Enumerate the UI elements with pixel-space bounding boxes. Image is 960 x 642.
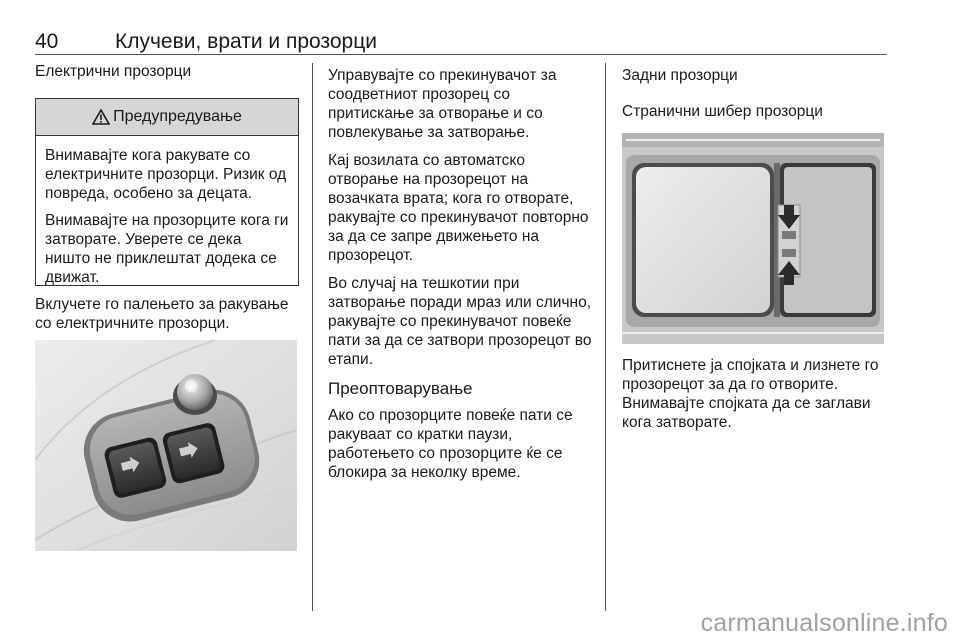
warning-title: Предупредување xyxy=(113,108,242,125)
body-paragraph: Во случај на тешкотии при затворање поради мраз или слично, ракувајте со прекинувачот повеќе пати за да се затвори прозорецот во етапи. xyxy=(328,275,592,368)
chapter-title: Клучеви, врати и прозорци xyxy=(115,30,377,53)
warning-header xyxy=(36,99,298,136)
subheading: Преоптоварување xyxy=(328,379,473,398)
warning-paragraph: Внимавајте кога ракувате со електричните прозорци. Ризик од повреда, особено за децата. xyxy=(45,147,287,202)
sliding-window-illustration xyxy=(622,133,884,344)
body-paragraph: Ако со прозорците повеќе пати се ракуваат со кратки паузи, работењето со прозорците ќе се блокира за неколку време. xyxy=(328,407,573,481)
sliding-window-image xyxy=(622,133,884,344)
window-switch-illustration xyxy=(35,340,297,551)
warning-box xyxy=(35,98,299,286)
watermark-text: carmanualsonline.info xyxy=(700,609,948,637)
page-number: 40 xyxy=(35,30,59,53)
middle-column xyxy=(328,66,596,491)
page-header xyxy=(35,30,887,55)
warning-body xyxy=(36,136,298,287)
section-title: Електрични прозорци xyxy=(35,63,192,80)
warning-triangle-icon xyxy=(92,109,110,125)
window-switch-image xyxy=(35,340,297,551)
body-paragraph: Притиснете ја спојката и лизнете го прозорецот за да го отворите. Внимавајте спојката да се заглави кога затворате. xyxy=(622,357,879,431)
body-paragraph: Кај возилата со автоматско отворање на прозорецот на возачката врата; кога го отворате, ракувајте со прекинувачот повторно за да се запре движењето на прозорецот. xyxy=(328,152,589,264)
column-divider-right xyxy=(605,63,606,611)
body-paragraph: Вклучете го палењето за ракување со електричните прозорци. xyxy=(35,296,289,332)
body-paragraph: Управувајте со прекинувачот за соодветниот прозорец со притискање за отворање и со повлекување за затворање. xyxy=(328,67,557,141)
section-title: Задни прозорци xyxy=(622,67,738,84)
section-subtitle: Странични шибер прозорци xyxy=(622,103,823,120)
column-divider-left xyxy=(312,63,313,611)
warning-paragraph: Внимавајте на прозорците кога ги затворате. Уверете се дека ништо не приклештат додека се движат. xyxy=(45,212,289,286)
